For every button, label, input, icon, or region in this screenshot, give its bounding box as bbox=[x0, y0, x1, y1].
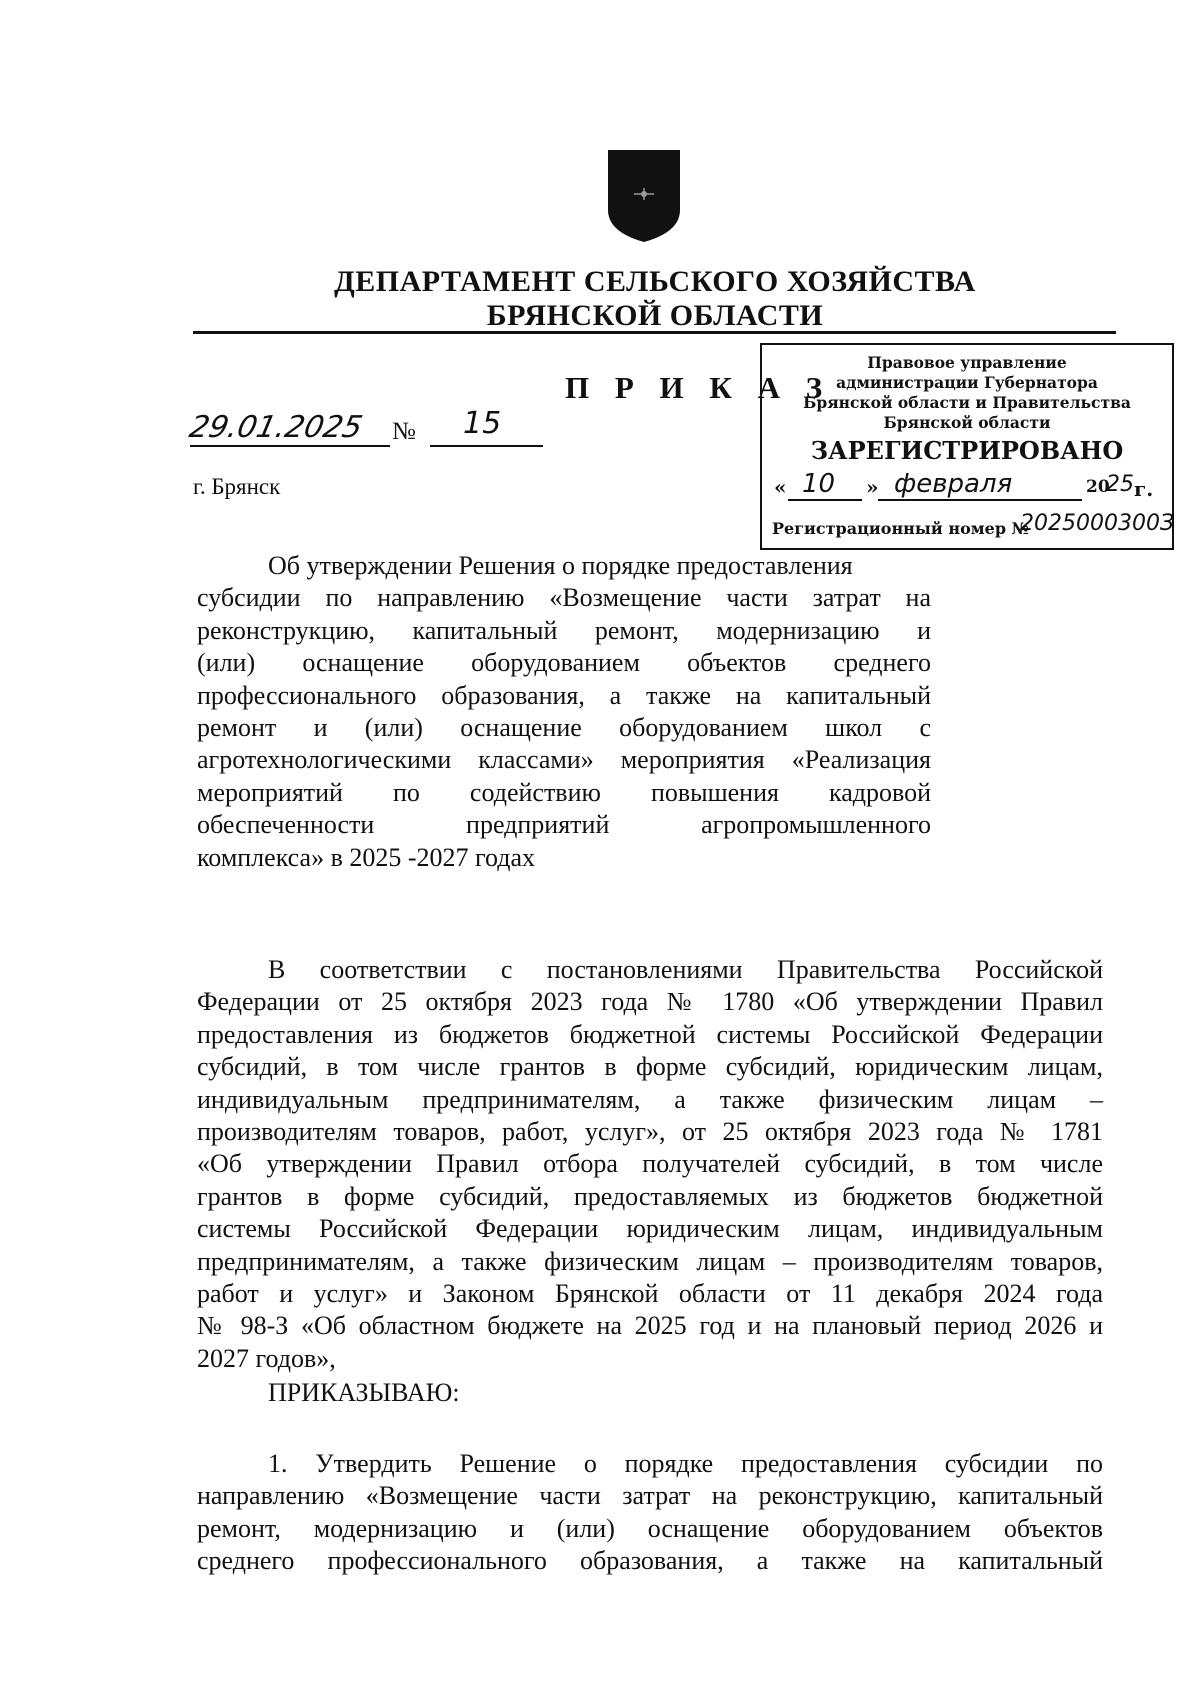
preamble-line: «Об утверждении Правил отбора получателей субсидий, в том числе bbox=[197, 1149, 1103, 1179]
subject-line: реконструкцию, капитальный ремонт, модернизацию и bbox=[197, 615, 931, 645]
preamble-line: предпринимателям, а также физическим лицам – производителям товаров, bbox=[197, 1246, 1103, 1276]
clause-line: 1. Утвердить Решение о порядке предоставления субсидии по bbox=[268, 1449, 1103, 1478]
preamble-line: субсидий, в том числе грантов в форме субсидий, юридическим лицам, bbox=[197, 1052, 1103, 1082]
year-prefix: 20 bbox=[1086, 477, 1110, 497]
stamp-line: Брянской области bbox=[883, 413, 1051, 432]
stamp-line: Брянской области и Правительства bbox=[803, 393, 1131, 412]
clause-line: среднего профессионального образования, а также на капитальный bbox=[197, 1546, 1103, 1576]
subject-line: комплекса» в 2025 -2027 годах bbox=[197, 842, 536, 872]
preamble-paragraph bbox=[197, 954, 1103, 1375]
registration-number: 2025000300З bbox=[1020, 511, 1175, 536]
preamble-line: индивидуальным предпринимателям, а также физическим лицам – bbox=[197, 1084, 1103, 1114]
order-number: 15 bbox=[463, 406, 502, 441]
stamp-date bbox=[774, 469, 1166, 505]
subject-line: обеспеченности предприятий агропромышленного bbox=[197, 810, 931, 840]
number-underline bbox=[430, 445, 543, 447]
quote-close: » bbox=[866, 475, 879, 499]
subject-line: (или) оснащение оборудованием объектов среднего bbox=[197, 648, 931, 678]
header-divider bbox=[193, 331, 1116, 334]
department-name-line2: БРЯНСКОЙ ОБЛАСТИ bbox=[486, 299, 824, 332]
stamp-month: февраля bbox=[894, 469, 1013, 499]
registration-number-label: Регистрационный номер № bbox=[772, 519, 1029, 538]
order-date: 29.01.2025 bbox=[186, 410, 366, 445]
quote-open: « bbox=[774, 475, 787, 499]
preamble-line: Федерации от 25 октября 2023 года № 1780 «Об утверждении Правил bbox=[197, 987, 1103, 1017]
preamble-line: производителям товаров, работ, услуг», от 25 октября 2023 года № 1781 bbox=[197, 1117, 1103, 1147]
registration-stamp bbox=[760, 343, 1174, 550]
clause-line: ремонт, модернизацию и (или) оснащение оборудованием объектов bbox=[197, 1513, 1103, 1543]
order-subject bbox=[197, 550, 931, 874]
preamble-line: № 98-З «Об областном бюджете на 2025 год и на плановый период 2026 и bbox=[197, 1311, 1103, 1341]
clause-line: направлению «Возмещение части затрат на реконструкцию, капитальный bbox=[197, 1481, 1103, 1511]
preamble-line: системы Российской Федерации юридическим лицам, индивидуальным bbox=[197, 1214, 1103, 1244]
preamble-line: грантов в форме субсидий, предоставляемых из бюджетов бюджетной bbox=[197, 1181, 1103, 1211]
preamble-line: предоставления из бюджетов бюджетной системы Российской Федерации bbox=[197, 1019, 1103, 1049]
city-name: г. Брянск bbox=[193, 474, 281, 499]
preamble-line: работ и услуг» и Законом Брянской области от 11 декабря 2024 года bbox=[197, 1279, 1103, 1309]
clause-1 bbox=[197, 1448, 1103, 1578]
document-type-title: П Р И К А З bbox=[565, 370, 832, 405]
subject-line: субсидии по направлению «Возмещение части затрат на bbox=[197, 583, 931, 613]
subject-line: Об утверждении Решения о порядке предоставления bbox=[268, 551, 853, 580]
stamp-line: администрации Губернатора bbox=[836, 373, 1098, 392]
subject-line: мероприятий по содействию повышения кадровой bbox=[197, 777, 931, 807]
subject-line: ремонт и (или) оснащение оборудованием школ с bbox=[197, 713, 931, 743]
department-name-line1: ДЕПАРТАМЕНТ СЕЛЬСКОГО ХОЗЯЙСТВА bbox=[334, 265, 976, 298]
subject-line: агротехнологическими классами» мероприятия «Реализация bbox=[197, 745, 931, 775]
year-suffix: г. bbox=[1134, 477, 1154, 501]
order-verb: ПРИКАЗЫВАЮ: bbox=[268, 1378, 460, 1407]
number-sign: № bbox=[392, 418, 416, 445]
coat-of-arms-icon bbox=[604, 148, 684, 244]
day-underline bbox=[788, 499, 862, 501]
stamp-line: Правовое управление bbox=[867, 353, 1067, 372]
preamble-line: 2027 годов», bbox=[197, 1343, 336, 1373]
preamble-line: В соответствии с постановлениями Правительства Российской bbox=[268, 955, 1103, 984]
subject-line: профессионального образования, а также на капитальный bbox=[197, 680, 931, 710]
stamp-day: 10 bbox=[802, 469, 836, 499]
stamp-registered-label: ЗАРЕГИСТРИРОВАНО bbox=[810, 436, 1124, 465]
stamp-year: 25 bbox=[1106, 472, 1134, 497]
month-underline bbox=[878, 499, 1082, 501]
date-underline bbox=[190, 445, 390, 447]
